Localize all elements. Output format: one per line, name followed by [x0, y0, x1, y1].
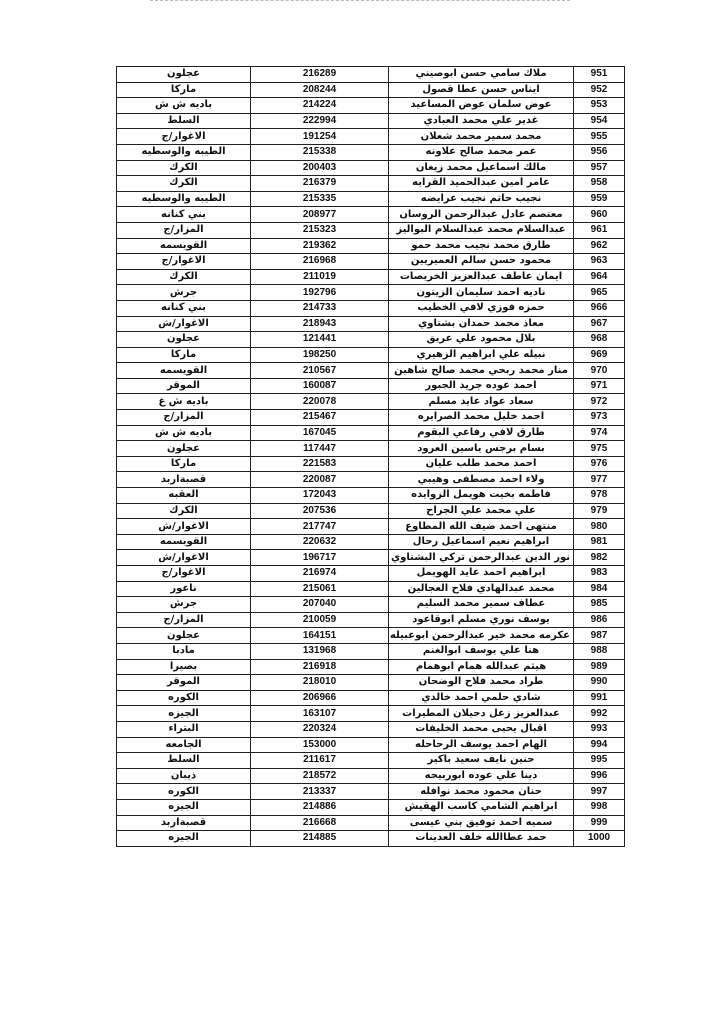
table-row [117, 815, 625, 831]
id-number-cell: 206966 [251, 690, 389, 706]
id-number-cell: 220087 [251, 472, 389, 488]
id-number-cell: 211019 [251, 269, 389, 285]
table-row [117, 144, 625, 160]
serial-number-cell: 984 [574, 581, 625, 597]
name-cell: بلال محمود علي عريق [389, 332, 574, 348]
name-cell: هيثم عبدالله همام ابوهمام [389, 659, 574, 675]
table-row [117, 597, 625, 613]
region-cell: الطيبه والوسطيه [117, 144, 251, 160]
table-row [117, 472, 625, 488]
region-cell: ذيبان [117, 768, 251, 784]
region-cell: الكوره [117, 784, 251, 800]
table-row [117, 347, 625, 363]
table-row [117, 566, 625, 582]
id-number-cell: 153000 [251, 737, 389, 753]
id-number-cell: 218943 [251, 316, 389, 332]
name-cell: الهام احمد يوسف الرحاحله [389, 737, 574, 753]
id-number-cell: 216379 [251, 176, 389, 192]
name-cell: غدير علي محمد العبادي [389, 113, 574, 129]
table-row [117, 238, 625, 254]
table-row [117, 675, 625, 691]
table-row [117, 753, 625, 769]
id-number-cell: 198250 [251, 347, 389, 363]
table-row [117, 721, 625, 737]
name-cell: هنا علي يوسف ابوالغنم [389, 643, 574, 659]
id-number-cell: 215335 [251, 191, 389, 207]
table-row [117, 254, 625, 270]
id-number-cell: 222994 [251, 113, 389, 129]
id-number-cell: 218572 [251, 768, 389, 784]
serial-number-cell: 988 [574, 643, 625, 659]
serial-number-cell: 976 [574, 456, 625, 472]
serial-number-cell: 982 [574, 550, 625, 566]
table-row [117, 98, 625, 114]
region-cell: السلط [117, 113, 251, 129]
serial-number-cell: 958 [574, 176, 625, 192]
name-cell: طارق لافي رفاعي البقوم [389, 425, 574, 441]
name-cell: نبيله علي ابراهيم الزهيري [389, 347, 574, 363]
table-row [117, 488, 625, 504]
name-cell: فاطمه بخيت هويمل الزوايده [389, 488, 574, 504]
region-cell: الجيزه [117, 799, 251, 815]
region-cell: عجلون [117, 67, 251, 83]
id-number-cell: 163107 [251, 706, 389, 722]
name-cell: بسام برجس ياسين العرود [389, 441, 574, 457]
id-number-cell: 220324 [251, 721, 389, 737]
id-number-cell: 117447 [251, 441, 389, 457]
table-row [117, 581, 625, 597]
serial-number-cell: 961 [574, 222, 625, 238]
name-cell: ولاء احمد مصطفى وهيبي [389, 472, 574, 488]
table-row [117, 519, 625, 535]
scan-top-edge [150, 0, 570, 7]
id-number-cell: 219362 [251, 238, 389, 254]
region-cell: الموقر [117, 378, 251, 394]
records-table [116, 66, 625, 847]
table-row [117, 534, 625, 550]
region-cell: المزار/ج [117, 222, 251, 238]
name-cell: اقبال يحيى محمد الخليفات [389, 721, 574, 737]
serial-number-cell: 966 [574, 300, 625, 316]
serial-number-cell: 997 [574, 784, 625, 800]
name-cell: عطاف سمير محمد السليم [389, 597, 574, 613]
table-row [117, 659, 625, 675]
name-cell: حنان محمود محمد نوافله [389, 784, 574, 800]
table-row [117, 67, 625, 83]
name-cell: محمد عبدالهادي فلاح العجالين [389, 581, 574, 597]
region-cell: ماركا [117, 456, 251, 472]
serial-number-cell: 998 [574, 799, 625, 815]
name-cell: معتصم عادل عبدالرحمن الروسان [389, 207, 574, 223]
serial-number-cell: 964 [574, 269, 625, 285]
region-cell: الاغوار/ج [117, 566, 251, 582]
name-cell: محمد سمير محمد شعلان [389, 129, 574, 145]
serial-number-cell: 969 [574, 347, 625, 363]
table-row [117, 222, 625, 238]
serial-number-cell: 995 [574, 753, 625, 769]
region-cell: الكرك [117, 160, 251, 176]
id-number-cell: 208244 [251, 82, 389, 98]
serial-number-cell: 991 [574, 690, 625, 706]
name-cell: احمد عوده جريد الجبور [389, 378, 574, 394]
name-cell: عوض سلمان عوض المساعيد [389, 98, 574, 114]
id-number-cell: 207536 [251, 503, 389, 519]
name-cell: نور الدين عبدالرحمن تركي البشتاوي [389, 550, 574, 566]
id-number-cell: 208977 [251, 207, 389, 223]
region-cell: الكوره [117, 690, 251, 706]
id-number-cell: 216968 [251, 254, 389, 270]
name-cell: سميه احمد توفيق بني عيسى [389, 815, 574, 831]
region-cell: الجيزه [117, 706, 251, 722]
table-row [117, 129, 625, 145]
id-number-cell: 210059 [251, 612, 389, 628]
id-number-cell: 210567 [251, 363, 389, 379]
name-cell: عمر محمد صالح علاونه [389, 144, 574, 160]
id-number-cell: 192796 [251, 285, 389, 301]
id-number-cell: 216289 [251, 67, 389, 83]
region-cell: الاغوار/ش [117, 519, 251, 535]
table-row [117, 784, 625, 800]
id-number-cell: 121441 [251, 332, 389, 348]
region-cell: ماركا [117, 82, 251, 98]
id-number-cell: 216918 [251, 659, 389, 675]
serial-number-cell: 986 [574, 612, 625, 628]
name-cell: مالك اسماعيل محمد زيغان [389, 160, 574, 176]
region-cell: السلط [117, 753, 251, 769]
region-cell: بني كنانه [117, 300, 251, 316]
serial-number-cell: 954 [574, 113, 625, 129]
region-cell: عجلون [117, 332, 251, 348]
serial-number-cell: 960 [574, 207, 625, 223]
serial-number-cell: 983 [574, 566, 625, 582]
serial-number-cell: 973 [574, 410, 625, 426]
region-cell: المزار/ج [117, 612, 251, 628]
region-cell: مادبا [117, 643, 251, 659]
serial-number-cell: 955 [574, 129, 625, 145]
serial-number-cell: 963 [574, 254, 625, 270]
region-cell: بصيرا [117, 659, 251, 675]
serial-number-cell: 970 [574, 363, 625, 379]
name-cell: يوسف نوري مسلم ابوقاعود [389, 612, 574, 628]
serial-number-cell: 975 [574, 441, 625, 457]
serial-number-cell: 996 [574, 768, 625, 784]
table-row [117, 191, 625, 207]
region-cell: جرش [117, 285, 251, 301]
id-number-cell: 218010 [251, 675, 389, 691]
serial-number-cell: 981 [574, 534, 625, 550]
name-cell: نجيب حاتم نجيب عرايضه [389, 191, 574, 207]
table-row [117, 82, 625, 98]
name-cell: حنين نايف سعيد باكير [389, 753, 574, 769]
id-number-cell: 214886 [251, 799, 389, 815]
table-row [117, 643, 625, 659]
region-cell: الكرك [117, 269, 251, 285]
table-row [117, 690, 625, 706]
name-cell: ملاك سامي حسن ابوصيني [389, 67, 574, 83]
table-row [117, 799, 625, 815]
serial-number-cell: 971 [574, 378, 625, 394]
region-cell: العقبه [117, 488, 251, 504]
serial-number-cell: 967 [574, 316, 625, 332]
id-number-cell: 220078 [251, 394, 389, 410]
table-row [117, 550, 625, 566]
region-cell: الجامعه [117, 737, 251, 753]
name-cell: ابراهيم نعيم اسماعيل رحال [389, 534, 574, 550]
id-number-cell: 221583 [251, 456, 389, 472]
region-cell: الكرك [117, 503, 251, 519]
name-cell: احمد محمد طلب عليان [389, 456, 574, 472]
table-row [117, 176, 625, 192]
region-cell: الطيبه والوسطيه [117, 191, 251, 207]
id-number-cell: 196717 [251, 550, 389, 566]
serial-number-cell: 994 [574, 737, 625, 753]
serial-number-cell: 953 [574, 98, 625, 114]
region-cell: الاغوار/ج [117, 254, 251, 270]
table-row [117, 628, 625, 644]
name-cell: ابراهيم الشامي كاسب الهقيش [389, 799, 574, 815]
id-number-cell: 167045 [251, 425, 389, 441]
table-row [117, 269, 625, 285]
id-number-cell: 216974 [251, 566, 389, 582]
name-cell: شادي حلمي احمد خالدي [389, 690, 574, 706]
serial-number-cell: 965 [574, 285, 625, 301]
id-number-cell: 200403 [251, 160, 389, 176]
name-cell: ابراهيم احمد عايد الهويمل [389, 566, 574, 582]
table-row [117, 300, 625, 316]
region-cell: القويسمه [117, 238, 251, 254]
table-row [117, 207, 625, 223]
region-cell: باديه ش ش [117, 98, 251, 114]
table-row [117, 378, 625, 394]
region-cell: عجلون [117, 441, 251, 457]
region-cell: بني كنانه [117, 207, 251, 223]
id-number-cell: 160087 [251, 378, 389, 394]
name-cell: عكرمه محمد خير عبدالرحمن ابوعبيله [389, 628, 574, 644]
name-cell: حمزه فوزي لافي الخطيب [389, 300, 574, 316]
name-cell: منتهى احمد ضيف الله المطاوع [389, 519, 574, 535]
id-number-cell: 215061 [251, 581, 389, 597]
name-cell: احمد خليل محمد الصرايره [389, 410, 574, 426]
table-row [117, 285, 625, 301]
region-cell: القويسمه [117, 363, 251, 379]
region-cell: الاغوار/ش [117, 316, 251, 332]
id-number-cell: 214224 [251, 98, 389, 114]
name-cell: منار محمد ربحي محمد صالح شاهين [389, 363, 574, 379]
table-row [117, 706, 625, 722]
region-cell: عجلون [117, 628, 251, 644]
serial-number-cell: 992 [574, 706, 625, 722]
region-cell: الكرك [117, 176, 251, 192]
region-cell: قصبةاربد [117, 472, 251, 488]
region-cell: البتراء [117, 721, 251, 737]
table-row [117, 768, 625, 784]
name-cell: معاذ محمد حمدان بشتاوي [389, 316, 574, 332]
serial-number-cell: 1000 [574, 831, 625, 847]
region-cell: الجيزه [117, 831, 251, 847]
table-row [117, 831, 625, 847]
serial-number-cell: 977 [574, 472, 625, 488]
id-number-cell: 207040 [251, 597, 389, 613]
region-cell: جرش [117, 597, 251, 613]
region-cell: قصبةاربد [117, 815, 251, 831]
name-cell: سعاد عواد عايد مسلم [389, 394, 574, 410]
id-number-cell: 214885 [251, 831, 389, 847]
table-row [117, 456, 625, 472]
region-cell: باديه ش غ [117, 394, 251, 410]
serial-number-cell: 985 [574, 597, 625, 613]
table-row [117, 441, 625, 457]
table-row [117, 612, 625, 628]
id-number-cell: 214733 [251, 300, 389, 316]
serial-number-cell: 968 [574, 332, 625, 348]
table-row [117, 394, 625, 410]
table-row [117, 363, 625, 379]
region-cell: القويسمه [117, 534, 251, 550]
serial-number-cell: 979 [574, 503, 625, 519]
id-number-cell: 164151 [251, 628, 389, 644]
name-cell: طارق محمد نجيب محمد حمو [389, 238, 574, 254]
name-cell: محمود حسن سالم العميريين [389, 254, 574, 270]
id-number-cell: 213337 [251, 784, 389, 800]
table-row [117, 737, 625, 753]
table-row [117, 113, 625, 129]
name-cell: طراد محمد فلاح الوضحان [389, 675, 574, 691]
table-row [117, 160, 625, 176]
serial-number-cell: 952 [574, 82, 625, 98]
serial-number-cell: 980 [574, 519, 625, 535]
id-number-cell: 215323 [251, 222, 389, 238]
region-cell: باديه ش ش [117, 425, 251, 441]
name-cell: عامر امين عبدالحميد القرايه [389, 176, 574, 192]
serial-number-cell: 959 [574, 191, 625, 207]
table-row [117, 410, 625, 426]
id-number-cell: 220632 [251, 534, 389, 550]
serial-number-cell: 999 [574, 815, 625, 831]
table-row [117, 425, 625, 441]
records-table-body [117, 67, 625, 847]
id-number-cell: 215338 [251, 144, 389, 160]
serial-number-cell: 962 [574, 238, 625, 254]
serial-number-cell: 957 [574, 160, 625, 176]
name-cell: علي محمد علي الجراح [389, 503, 574, 519]
region-cell: ناعور [117, 581, 251, 597]
region-cell: الاغوار/ج [117, 129, 251, 145]
name-cell: عبدالسلام محمد عبدالسلام البواليز [389, 222, 574, 238]
id-number-cell: 191254 [251, 129, 389, 145]
region-cell: الاغوار/ش [117, 550, 251, 566]
region-cell: ماركا [117, 347, 251, 363]
id-number-cell: 172043 [251, 488, 389, 504]
name-cell: ايمان عاطف عبدالعزيز الخريصات [389, 269, 574, 285]
region-cell: المزار/ج [117, 410, 251, 426]
serial-number-cell: 974 [574, 425, 625, 441]
serial-number-cell: 956 [574, 144, 625, 160]
table-row [117, 332, 625, 348]
name-cell: ايناس حسن عطا قصول [389, 82, 574, 98]
serial-number-cell: 990 [574, 675, 625, 691]
region-cell: الموقر [117, 675, 251, 691]
id-number-cell: 217747 [251, 519, 389, 535]
name-cell: عبدالعزيز زعل دحيلان المطيرات [389, 706, 574, 722]
name-cell: دينا علي عوده ابوربيحه [389, 768, 574, 784]
table-row [117, 316, 625, 332]
name-cell: ناديه احمد سليمان الزيتون [389, 285, 574, 301]
table-row [117, 503, 625, 519]
serial-number-cell: 951 [574, 67, 625, 83]
id-number-cell: 211617 [251, 753, 389, 769]
name-cell: حمد عطاالله خلف العدينات [389, 831, 574, 847]
serial-number-cell: 987 [574, 628, 625, 644]
serial-number-cell: 978 [574, 488, 625, 504]
serial-number-cell: 972 [574, 394, 625, 410]
id-number-cell: 216668 [251, 815, 389, 831]
id-number-cell: 131968 [251, 643, 389, 659]
serial-number-cell: 989 [574, 659, 625, 675]
serial-number-cell: 993 [574, 721, 625, 737]
id-number-cell: 215467 [251, 410, 389, 426]
